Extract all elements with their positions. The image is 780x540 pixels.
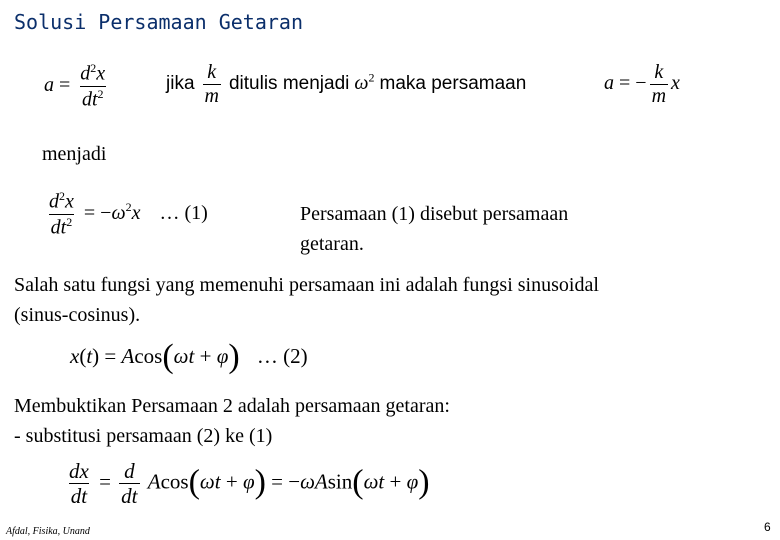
equation-1-note-line-2: getaran. (300, 233, 364, 255)
ditulis-text: ditulis menjadi (228, 73, 350, 95)
page-number: 6 (764, 520, 771, 534)
substitution-sentence: jika $\frac{k}{m}$ ditulis menjadi $\omega^2$ maka persamaan (166, 61, 527, 107)
slide-title: Solusi Persamaan Getaran (14, 10, 303, 34)
acceleration-spring-equation: a = − $\frac{k}{m}$ x (604, 61, 680, 107)
derivative-equation: $\frac{dx}{dt}$ = $\frac{d}{dt}$ Acos(ωt + φ) = −ωAsin(ωt + φ) (69, 459, 430, 509)
acceleration-definition-equation: a = $\frac{d^2x}{dt^2}$ (44, 61, 106, 111)
paragraph-2-line-1: Membuktikan Persamaan 2 adalah persamaan getaran: (14, 395, 450, 417)
paragraph-1-line-2: (sinus-cosinus). (14, 304, 141, 326)
jika-word: jika (166, 73, 195, 95)
equation-2: x(t) = Acos(ωt + φ) … (2) (70, 338, 308, 375)
footer-credit: Afdal, Fisika, Unand (6, 526, 90, 537)
equation-1-note-line-1: Persamaan (1) disebut persamaan (300, 203, 569, 225)
maka-text: maka persamaan (379, 73, 527, 95)
paragraph-2-line-2: - substitusi persamaan (2) ke (1) (14, 425, 273, 447)
equation-1: $\frac{d^2x}{dt^2}$ = $-\omega^2x$ … (1) (49, 189, 208, 239)
equation-1-label: … (1) (159, 201, 208, 224)
menjadi-text: menjadi (42, 143, 107, 165)
equation-2-label: … (2) (256, 344, 308, 368)
paragraph-1-line-1: Salah satu fungsi yang memenuhi persamaan ini adalah fungsi sinusoidal (14, 274, 599, 296)
